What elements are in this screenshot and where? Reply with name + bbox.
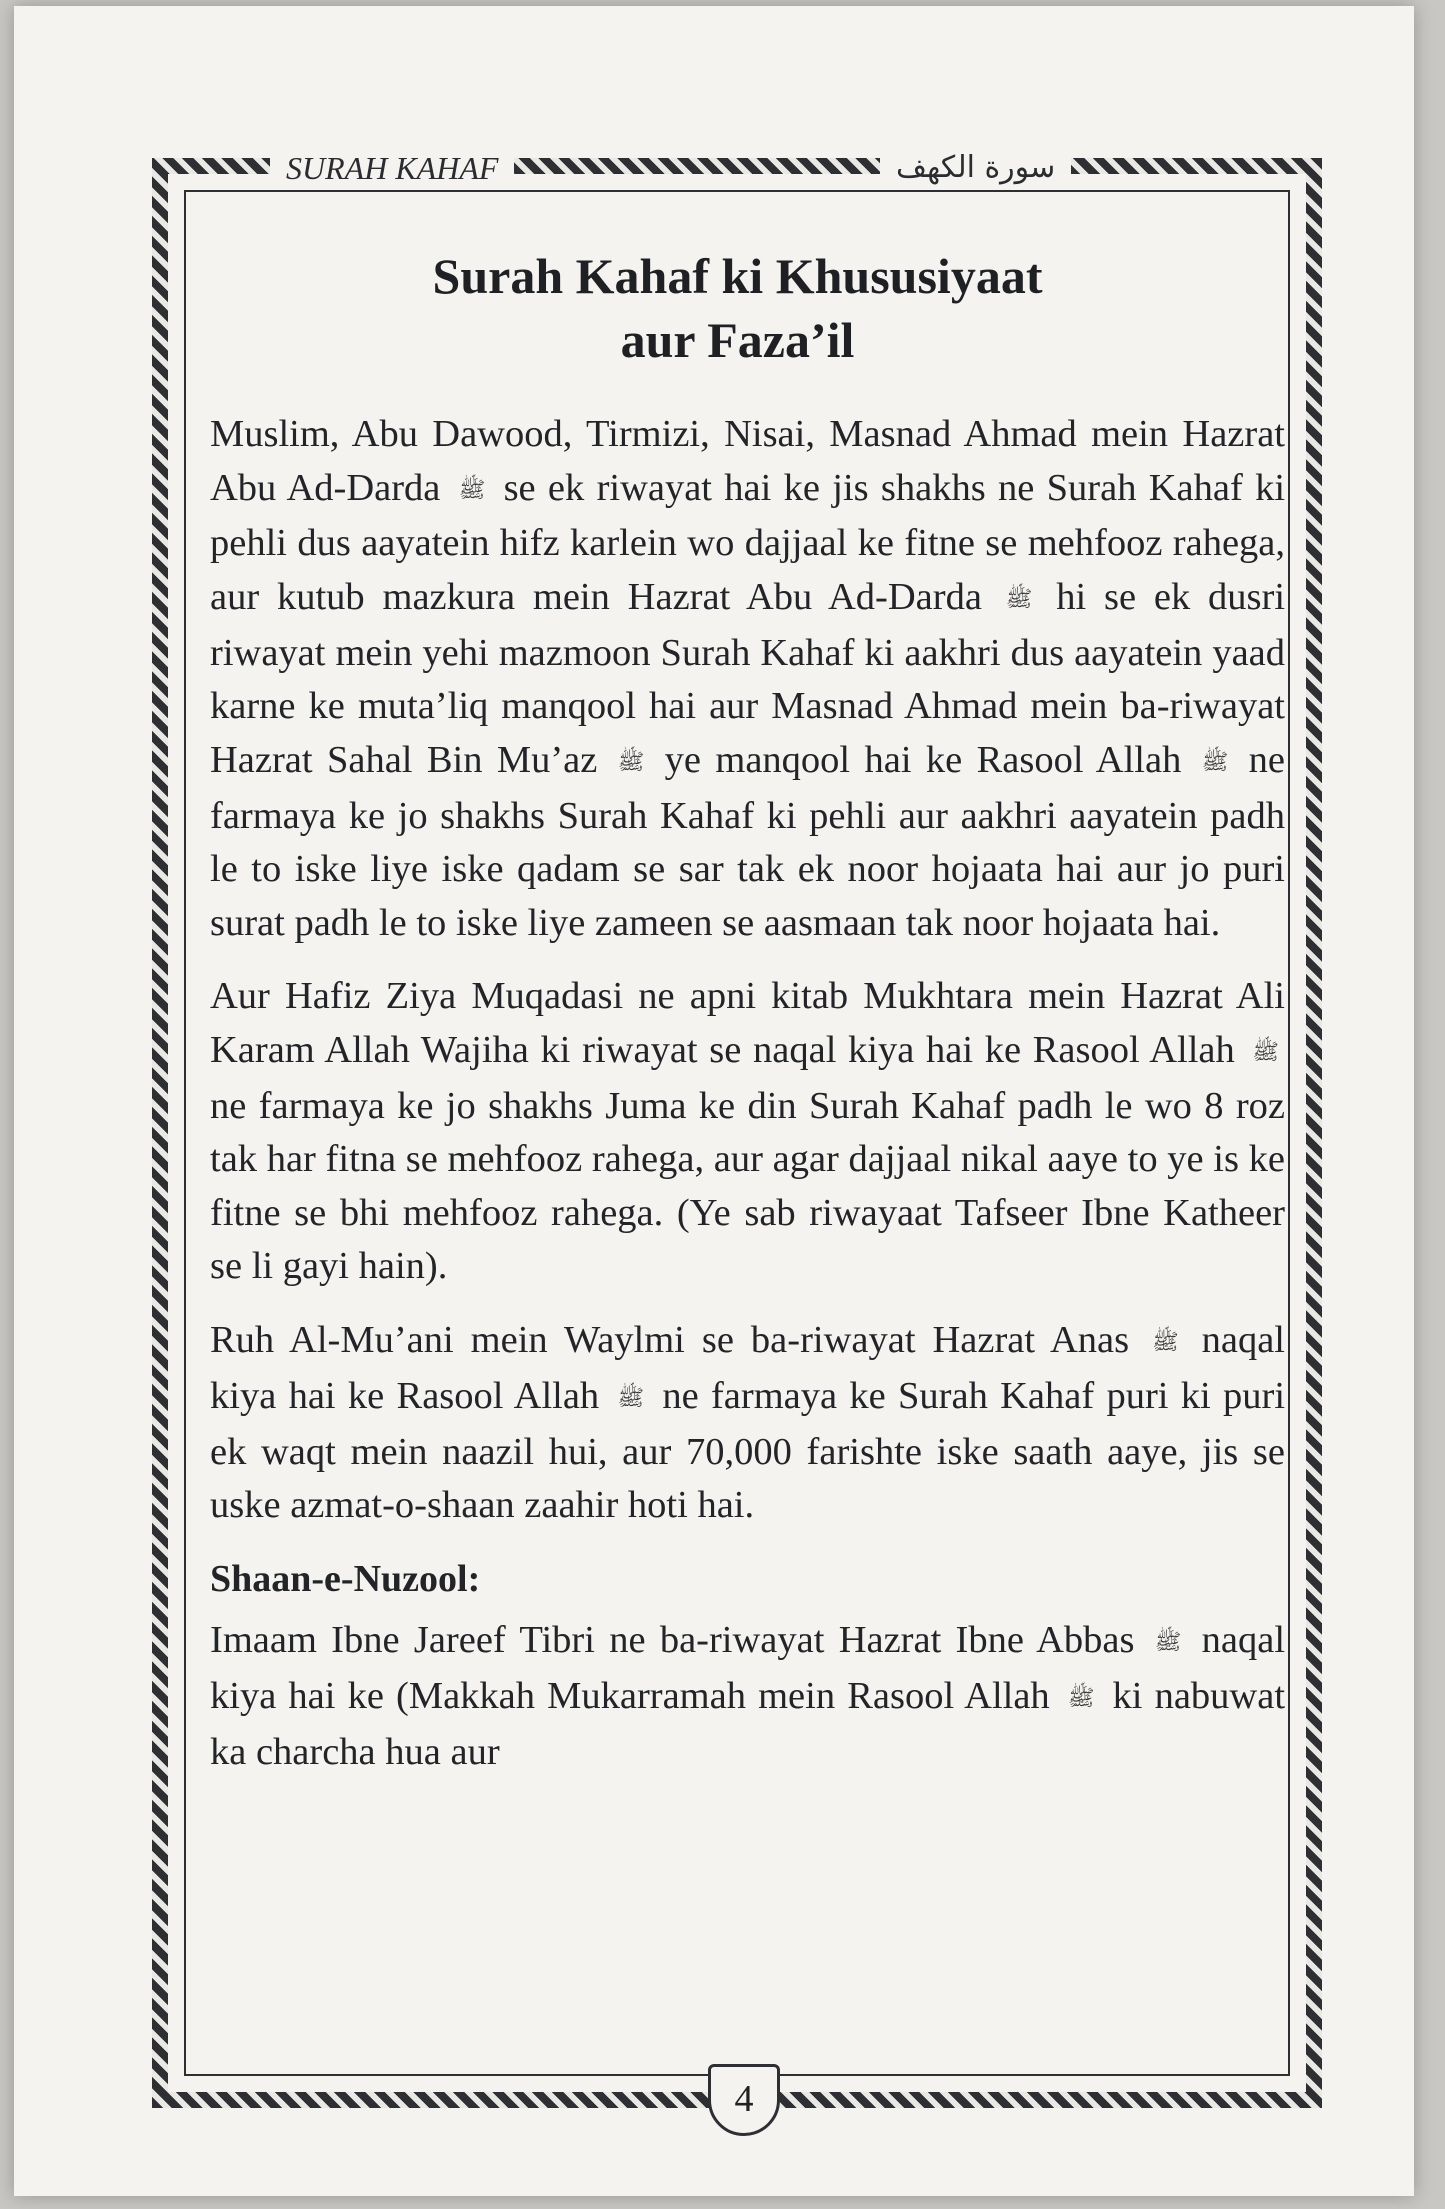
p4-text-b: naqal kiya hai ke (Makkah Mukarramah mein Rasool Allah (210, 1619, 1286, 1717)
salutation-icon: ﷺ (1252, 1040, 1279, 1066)
p4-text-a: Imaam Ibne Jareef Tibri ne ba-riwayat Hazrat Ibne Abbas (210, 1619, 1135, 1662)
p3-text-b: naqal kiya hai ke Rasool Allah (210, 1318, 1285, 1417)
salutation-icon: ﷺ (1067, 1686, 1095, 1712)
salutation-icon: ﷺ (617, 1386, 645, 1412)
running-header-left: SURAH KAHAF (270, 148, 514, 188)
p2-text-b: ne farmaya ke jo shakhs Juma ke din Surah Kahaf padh le wo 8 roz tak har fitna se mehfooz rahega, aur agar dajjaal nikal aaye to ye is ke fitne se bhi mehfooz rahega. (Ye sab riwayaat Tafseer Ibne Katheer se li gayi hain). (210, 1084, 1285, 1288)
body-text (210, 408, 1285, 1799)
title-line-1: Surah Kahaf ki Khususiyaat (432, 248, 1043, 304)
honorific-icon: ﷺ (1152, 1330, 1179, 1356)
p1-text-b: se ek riwayat hai ke jis shakhs ne Surah Kahaf ki pehli dus aayatein hifz karlein wo dajjaal ke fitne se mehfooz rahega, aur kutub mazkura mein Hazrat Abu Ad-Darda (210, 466, 1286, 618)
section-subheading: Shaan-e-Nuzool: (210, 1557, 481, 1600)
p1-text-e: ne farmaya ke jo shakhs Surah Kahaf ki pehli aur aakhri aayatein padh le to iske liye iske qadam se sar tak ek noor hojaata hai aur jo puri surat padh le to iske liye zameen se aasmaan tak noor hojaata hai. (210, 738, 1285, 944)
p1-text-a: Muslim, Abu Dawood, Tirmizi, Nisai, Masnad Ahmad mein Hazrat Abu Ad-Darda (210, 413, 1285, 509)
p1-text-d: ye manqool hai ke Rasool Allah (664, 738, 1182, 781)
paragraph-2 (210, 970, 1285, 1293)
honorific-icon: ﷺ (617, 750, 645, 776)
running-header-arabic: سورة الكهف (880, 148, 1071, 188)
paragraph-3 (210, 1314, 1285, 1533)
p3-text-a: Ruh Al-Mu’ani mein Waylmi se ba-riwayat Hazrat Anas (210, 1318, 1130, 1361)
honorific-icon: ﷺ (1005, 587, 1033, 613)
honorific-icon: ﷺ (1154, 1630, 1182, 1656)
honorific-icon: ﷺ (458, 477, 486, 503)
title-line-2: aur Faza’il (620, 312, 855, 368)
p1-text-c: hi se ek dusri riwayat mein yehi mazmoon Surah Kahaf ki aakhri dus aayatein yaad karne ke muta’liq manqool hai aur Masnad Ahmad mein ba-riwayat Hazrat Sahal Bin Mu’az (210, 575, 1286, 781)
page-number: 4 (708, 2064, 780, 2136)
paragraph-1 (210, 408, 1285, 950)
p3-text-c: ne farmaya ke Surah Kahaf puri ki puri ek waqt mein naazil hui, aur 70,000 farishte iske saath aaye, jis se uske azmat-o-shaan zaahir hoti hai. (210, 1374, 1286, 1527)
page-title (200, 244, 1275, 372)
p2-text-a: Aur Hafiz Ziya Muqadasi ne apni kitab Mukhtara mein Hazrat Ali Karam Allah Wajiha ki riwayat se naqal kiya hai ke Rasool Allah (210, 975, 1285, 1071)
salutation-icon: ﷺ (1201, 750, 1229, 776)
p4-text-c: ki nabuwat ka charcha hua aur (210, 1674, 1286, 1773)
paragraph-4 (210, 1614, 1285, 1779)
